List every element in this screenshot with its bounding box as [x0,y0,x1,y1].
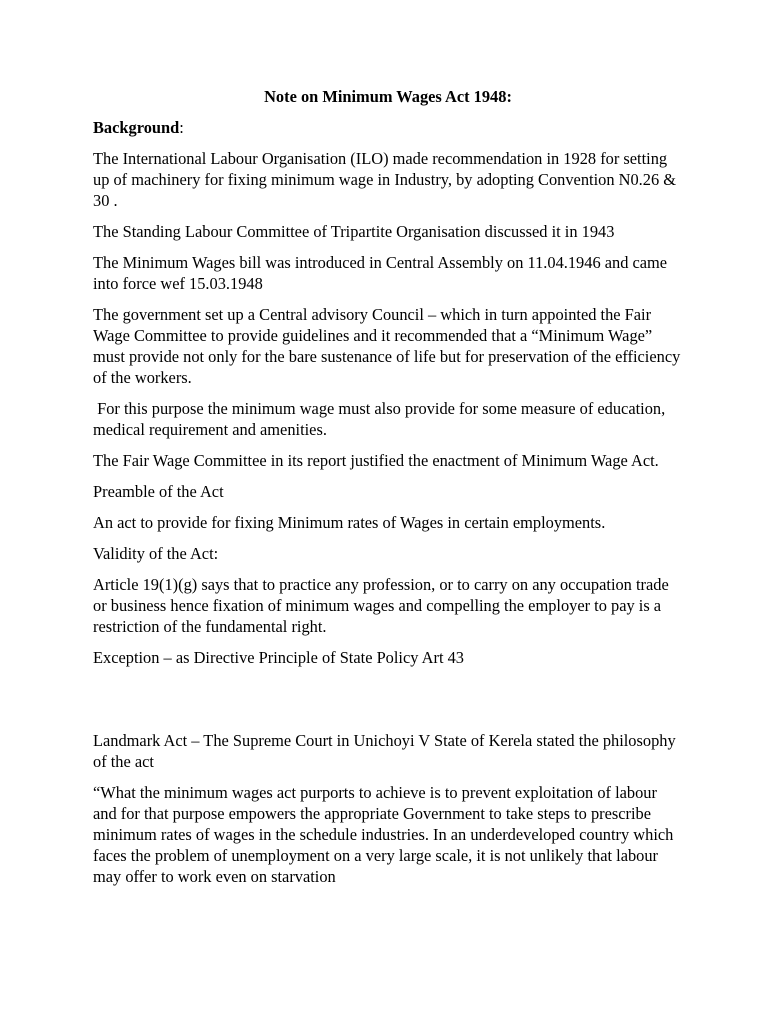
blank-space [93,678,683,730]
paragraph-ilo: The International Labour Organisation (ILO) made recommendation in 1928 for setting up of machinery for fixing minimum wage in Industry, by adopting Convention N0.26 & 30 . [93,149,676,210]
background-heading-colon: : [179,118,184,137]
background-heading-label: Background [93,118,180,137]
paragraph-quote: “What the minimum wages act purports to achieve is to prevent exploitation of labour and for that purpose empowers the appropriate Government to take steps to prescribe minimum rates of wages in the schedule industries. In an underdeveloped country which faces the problem of unemployment on a very large scale, it is not unlikely that labour may offer to work even on starvation [93,783,674,886]
paragraph-exception: Exception – as Directive Principle of State Policy Art 43 [93,648,464,667]
paragraph-preamble: An act to provide for fixing Minimum rates of Wages in certain employments. [93,513,606,532]
paragraph-article-19: Article 19(1)(g) says that to practice any profession, or to carry on any occupation trade or business hence fixation of minimum wages and compelling the employer to pay is a restriction of the fundamental right. [93,575,669,636]
paragraph-advisory-council: The government set up a Central advisory Council – which in turn appointed the Fair Wage Committee to provide guidelines and it recommended that a “Minimum Wage” must provide not only for the bare sustenance of life but for preservation of the efficiency of the workers. [93,305,681,387]
paragraph-standing-committee: The Standing Labour Committee of Tripartite Organisation discussed it in 1943 [93,222,615,241]
paragraph-fair-wage-committee: The Fair Wage Committee in its report justified the enactment of Minimum Wage Act. [93,451,659,470]
paragraph-validity-heading: Validity of the Act: [93,544,219,563]
document-page [93,86,683,897]
paragraph-bill-introduced: The Minimum Wages bill was introduced in Central Assembly on 11.04.1946 and came into force wef 15.03.1948 [93,253,668,293]
background-heading [93,117,683,138]
paragraph-purpose: For this purpose the minimum wage must also provide for some measure of education, medical requirement and amenities. [93,399,670,439]
document-title: Note on Minimum Wages Act 1948: [264,87,512,106]
paragraph-preamble-heading: Preamble of the Act [93,482,224,501]
paragraph-landmark-act: Landmark Act – The Supreme Court in Unichoyi V State of Kerela stated the philosophy of the act [93,731,676,771]
